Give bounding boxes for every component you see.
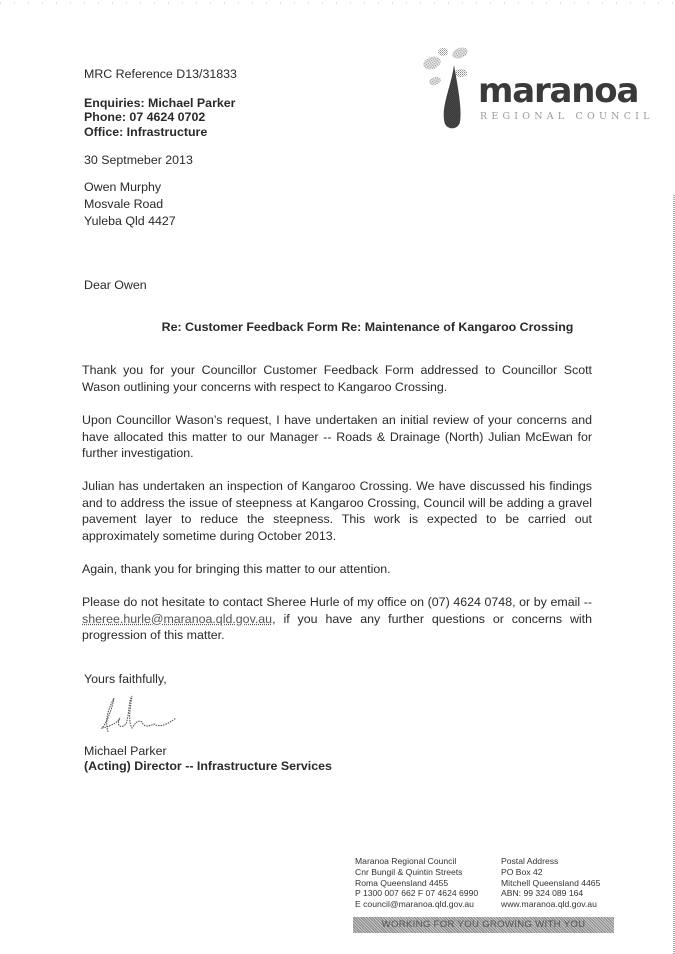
recipient-name: Owen Murphy [84,180,162,194]
salutation: Dear Owen [84,278,147,292]
recipient-town: Yuleba Qld 4427 [84,214,176,228]
tree-icon [418,38,478,133]
office-name: Office: Infrastructure [84,125,208,139]
valediction: Yours faithfully, [84,672,167,686]
reference-number: MRC Reference D13/31833 [84,67,237,81]
body-paragraph-5: Please do not hesitate to contact Sheree Hurle of my office on (07) 4624 0748, or by email -- sheree.hurle@maranoa.qld.gov.au, if you have any further questions or concerns with progression of this matter. [82,595,592,642]
logo-wordmark: maranoa [478,71,639,111]
maranoa-logo [418,38,654,133]
signatory-title: (Acting) Director -- Infrastructure Services [84,759,332,773]
body-paragraph-3: Julian has undertaken an inspection of Kangaroo Crossing. We have discussed his findings and to address the issue of steepness at Kangaroo Crossing, Council will be adding a gravel pavement layer to reduce the steepness. This work is expected to be carried out approximately sometime during October 2013. [82,479,592,543]
logo-subtitle: REGIONAL COUNCIL [480,111,654,122]
signatory-name: Michael Parker [84,744,167,758]
footer-postal-address: Postal Address PO Box 42 Mitchell Queensland 4465 ABN: 99 324 089 164 www.maranoa.qld.gov.au [501,856,601,910]
phone-number: Phone: 07 4624 0702 [84,110,206,124]
contact-email-link[interactable]: sheree.hurle@maranoa.qld.gov.au [82,611,273,626]
body-paragraph-4: Again, thank you for bringing this matter to our attention. [82,562,391,576]
body-paragraph-1: Thank you for your Councillor Customer Feedback Form addressed to Councillor Scott Wason outlining your concerns with respect to Kangaroo Crossing. [82,363,592,394]
scan-artifact-top [0,2,675,4]
body-paragraph-2: Upon Councillor Wason’s request, I have undertaken an initial review of your concerns and have allocated this matter to our Manager -- Roads & Drainage (North) Julian McEwan for further investigation. [82,413,592,460]
letter-subject: Re: Customer Feedback Form Re: Maintenance of Kangaroo Crossing [161,320,574,334]
footer-slogan-banner: WORKING FOR YOU GROWING WITH YOU [353,917,614,933]
signature-icon [98,688,178,736]
enquiries-contact: Enquiries: Michael Parker [84,96,236,110]
letter-date: 30 Septmeber 2013 [84,153,193,167]
recipient-street: Mosvale Road [84,197,164,211]
footer-council-address: Maranoa Regional Council Cnr Bungil & Quintin Streets Roma Queensland 4455 P 1300 007 662 F 07 4624 6990 E council@maranoa.qld.gov.au [355,856,479,910]
